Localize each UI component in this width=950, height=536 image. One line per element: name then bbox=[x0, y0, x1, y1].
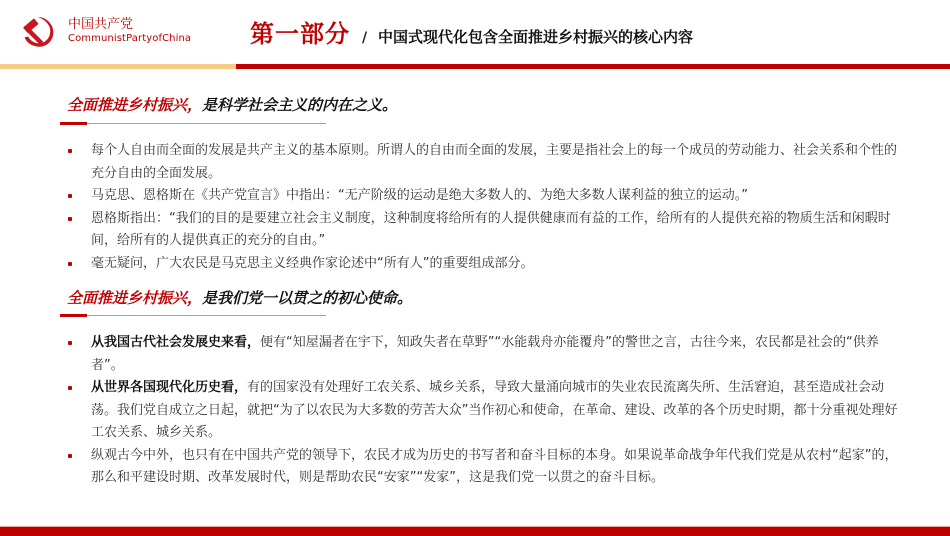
header-divider-gold bbox=[0, 64, 236, 69]
bullet-text: 有的国家没有处理好工农关系、城乡关系，导致大量涌向城市的失业农民流离失所、生活窘迫，甚至造成社会动荡。我们党自成立之日起，就把“为了以农民为大多数的劳苦大众”当作初心和使命，在革命、建设、改革的各个历史时期，都十分重视处理好工农关系、城乡关系。 bbox=[91, 380, 898, 440]
square-bullet-icon bbox=[68, 341, 72, 345]
slide-header bbox=[0, 0, 950, 70]
square-bullet-icon bbox=[68, 194, 72, 198]
square-bullet-icon bbox=[68, 217, 72, 221]
hammer-sickle-icon bbox=[20, 14, 56, 50]
logo-text bbox=[68, 18, 191, 44]
square-bullet-icon bbox=[68, 262, 72, 266]
bullet-text: 纵观古今中外，也只有在中国共产党的领导下，农民才成为历史的书写者和奋斗目标的本身。如果说革命战争年代我们党是从农村“起家”的，那么和平建设时期、改革发展时代，则是帮助农民“安家”“发家”，这是我们党一以贯之的奋斗目标。 bbox=[91, 447, 898, 485]
logo-cn-label: 中国共产党 bbox=[68, 17, 134, 32]
bullet-text: 便有“知屋漏者在宇下，知政失者在草野”“水能载舟亦能覆舟”的警世之言，古往今来，农民都是社会的“供养者”。 bbox=[91, 335, 879, 373]
section-heading-red: 全面推进乡村振兴， bbox=[67, 289, 203, 307]
header-divider-red bbox=[236, 64, 950, 69]
bullet-text: 马克思、恩格斯在《共产党宣言》中指出：“无产阶级的运动是绝大多数人的、为绝大多数人谋利益的独立的运动。” bbox=[91, 188, 748, 203]
list-item bbox=[68, 377, 898, 445]
square-bullet-icon bbox=[68, 454, 72, 458]
section-heading-2 bbox=[67, 291, 412, 306]
list-item bbox=[68, 332, 898, 377]
list-item bbox=[68, 445, 898, 490]
section-heading-black: 是我们党一以贯之的初心使命。 bbox=[202, 289, 413, 307]
bullet-bold-lead: 从世界各国现代化历史看， bbox=[91, 380, 248, 395]
bullet-text: 恩格斯指出：“我们的目的是要建立社会主义制度，这种制度将给所有的人提供健康而有益的工作，给所有的人提供充裕的物质生活和闲暇时间，给所有的人提供真正的充分的自由。” bbox=[91, 210, 891, 248]
page-title: 中国式现代化包含全面推进乡村振兴的核心内容 bbox=[378, 28, 694, 46]
section-heading-red: 全面推进乡村振兴， bbox=[67, 96, 203, 114]
section-heading-1 bbox=[67, 98, 397, 113]
bullet-text: 每个人自由而全面的发展是共产主义的基本原则。所谓人的自由而全面的发展，主要是指社会上的每一个成员的劳动能力、社会关系和个性的充分自由的全面发展。 bbox=[91, 143, 898, 181]
bullet-bold-lead: 从我国古代社会发展史来看， bbox=[91, 335, 261, 350]
list-item bbox=[68, 208, 898, 253]
square-bullet-icon bbox=[68, 386, 72, 390]
bullet-text: 毫无疑问，广大农民是马克思主义经典作家论述中“所有人”的重要组成部分。 bbox=[91, 255, 534, 271]
list-item bbox=[68, 253, 898, 276]
square-bullet-icon bbox=[68, 149, 72, 153]
logo-en-label: CommunistPartyofChina bbox=[68, 33, 192, 44]
list-item bbox=[68, 185, 898, 208]
section-underline-2 bbox=[60, 315, 326, 316]
bullet-list-1 bbox=[68, 140, 898, 275]
part-title: 第一部分 bbox=[250, 20, 350, 48]
section-underline-1 bbox=[60, 123, 326, 124]
bullet-list-2 bbox=[68, 332, 898, 490]
list-item bbox=[68, 140, 898, 185]
section-heading-black: 是科学社会主义的内在之义。 bbox=[202, 96, 398, 114]
title-separator: / bbox=[362, 30, 368, 46]
